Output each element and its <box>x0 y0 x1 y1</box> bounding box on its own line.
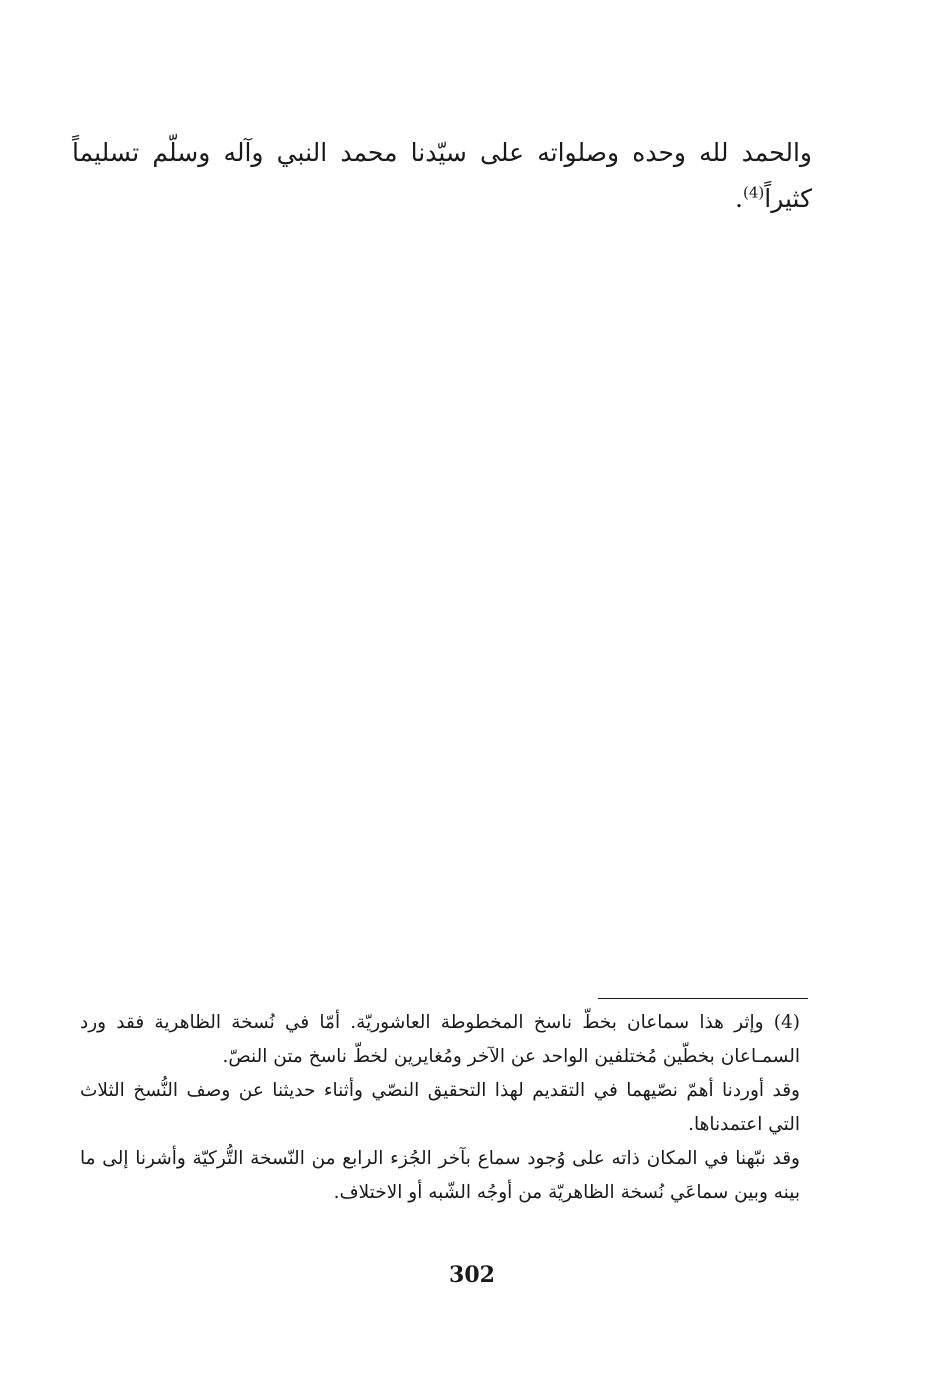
main-line-2: كثيراً <box>764 184 812 213</box>
main-text <box>72 130 812 222</box>
main-line-1: والحمد لله وحده وصلواته على سيّدنا محمد النبي وآله وسلّم تسليماً <box>72 138 812 167</box>
footnote-4-number: (4) <box>773 1012 800 1033</box>
footnote-4-text-3: وقد نبّهنا في المكان ذاته على وُجود سماع بآخر الجُزء الرابع من النّسخة التُّركيّة وأشرنا إلى ما بينه وبين سماعَي نُسخة الظاهريّة من أوجُه الشّبه أو الاختلاف. <box>80 1148 800 1203</box>
footnote-4-paragraph-3 <box>80 1142 800 1210</box>
footnote-reference: (4) <box>743 183 765 202</box>
footnote-separator <box>598 998 808 999</box>
footnote-4-text-1: وإثر هذا سماعان بخطّ ناسخ المخطوطة العاشوريّة. أمّا في نُسخة الظاهرية فقد ورد السمـاعان بخطّين مُختلفين الواحد عن الآخر ومُغايرين لخطّ ناسخ متن النصّ. <box>80 1012 800 1067</box>
footnote-4-paragraph-2 <box>80 1074 800 1142</box>
page-number: 302 <box>449 1262 495 1288</box>
main-paragraph: والحمد لله وحده وصلواته على سيّدنا محمد النبي وآله وسلّم تسليماً كثيراً$^{(4)}$. <box>72 138 812 213</box>
footnote-4-text-2: وقد أوردنا أهمّ نصّيهما في التقديم لهذا التحقيق النصّي وأثناء حديثنا عن وصف النُّسخ الثلاث التي اعتمدناها. <box>80 1080 800 1135</box>
footnotes <box>80 1006 800 1210</box>
footnote-4-paragraph-1 <box>80 1006 800 1074</box>
